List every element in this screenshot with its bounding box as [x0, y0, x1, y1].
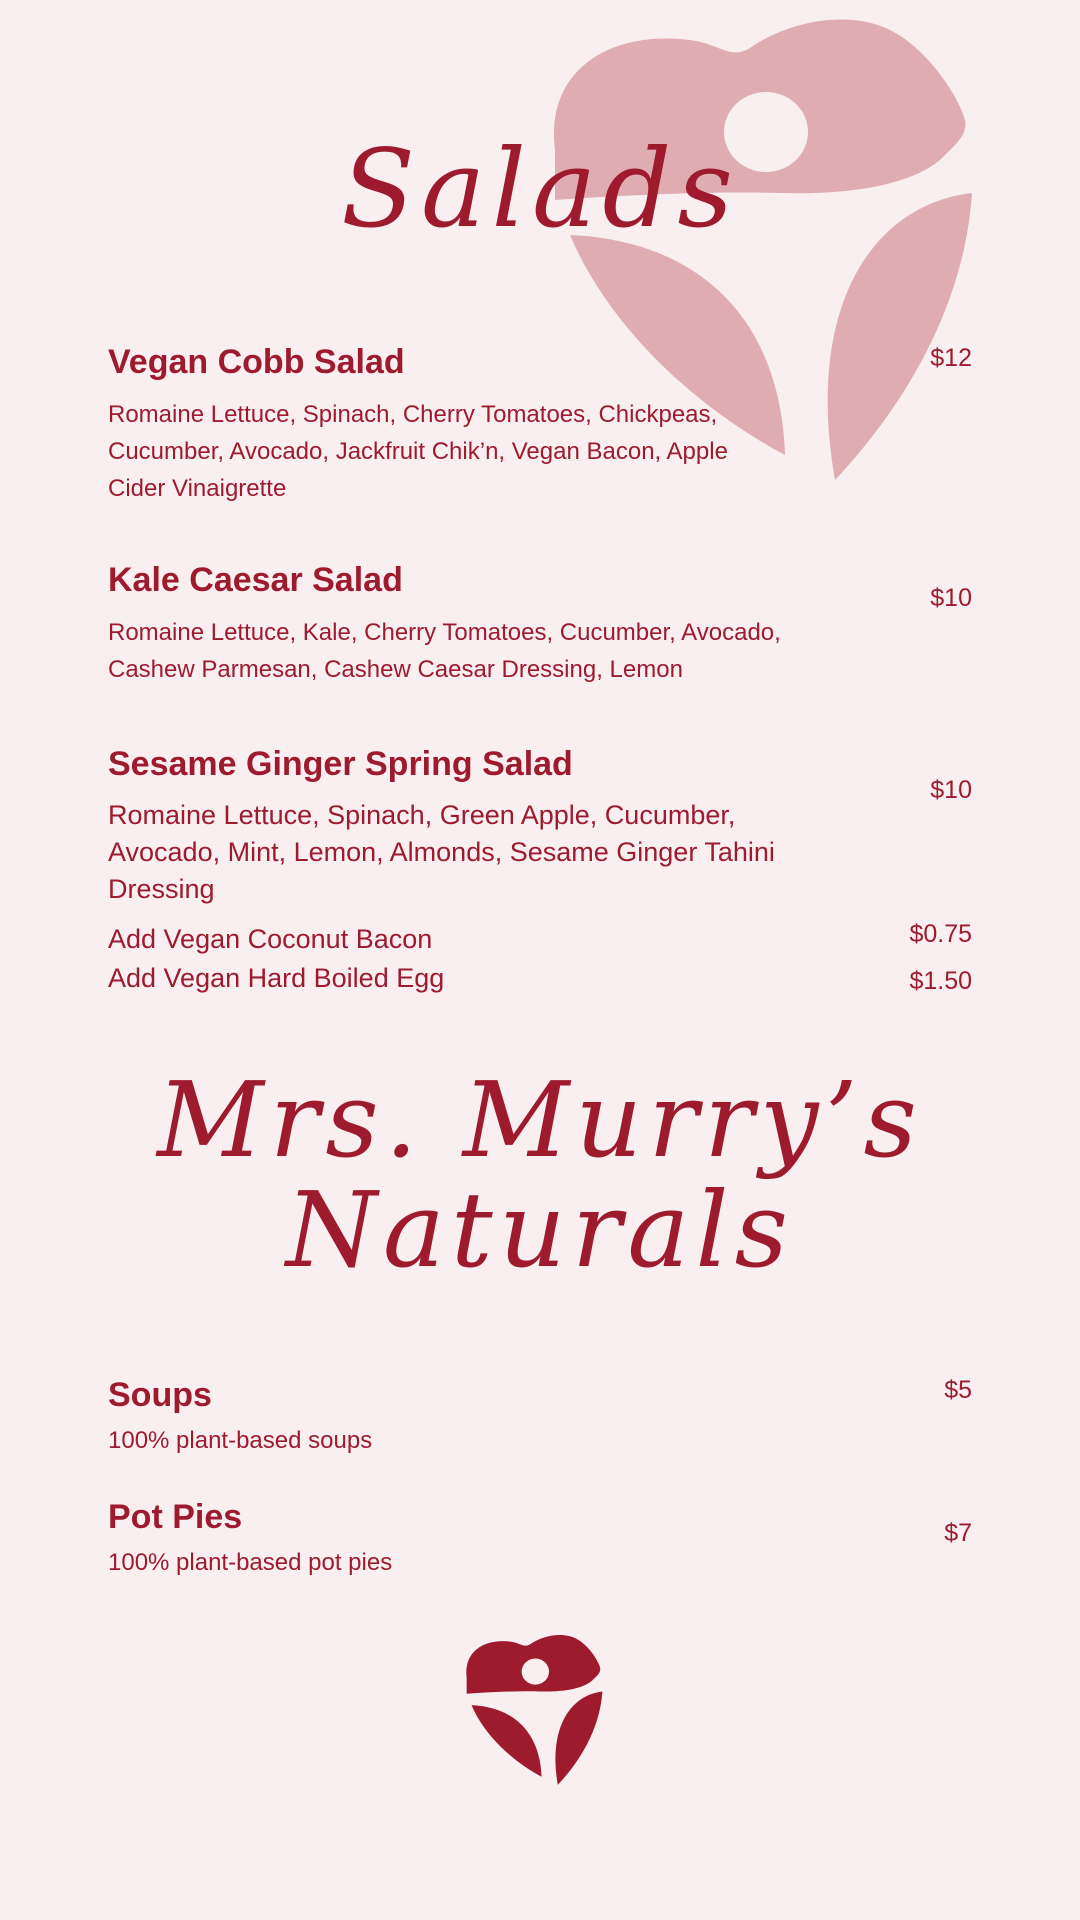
salad-price-kale-caesar: $10 — [930, 584, 972, 612]
salad-description-sesame-ginger: Romaine Lettuce, Spinach, Green Apple, Cucumber, Avocado, Mint, Lemon, Almonds, Sesame Ginger Tahini Dressing — [108, 800, 775, 904]
salad-description-vegan-cobb: Romaine Lettuce, Spinach, Cherry Tomatoes, Chickpeas, Cucumber, Avocado, Jackfruit Chik’n, Vegan Bacon, Apple Cider Vinaigrette — [108, 401, 728, 502]
salad-description-kale-caesar: Romaine Lettuce, Kale, Cherry Tomatoes, Cucumber, Avocado, Cashew Parmesan, Cashew Caesar Dressing, Lemon — [108, 619, 781, 683]
addon-price-coconut-bacon: $0.75 — [909, 920, 972, 948]
item-description-pot-pies: 100% plant-based pot pies — [108, 1549, 393, 1576]
addon-price-hard-boiled-egg: $1.50 — [909, 967, 972, 995]
salad-title-kale-caesar: Kale Caesar Salad — [108, 561, 403, 599]
addon-label-hard-boiled-egg: Add Vegan Hard Boiled Egg — [108, 963, 445, 993]
section-title: Salads — [341, 127, 739, 252]
item-description-soups: 100% plant-based soups — [108, 1427, 373, 1454]
item-title-soups: Soups — [108, 1376, 212, 1414]
brand-name-line-1: Mrs. Murry’s — [157, 1059, 923, 1181]
heart-leaf-logo-icon — [465, 1630, 605, 1790]
addon-label-coconut-bacon: Add Vegan Coconut Bacon — [108, 924, 433, 954]
brand-name-line-2: Naturals — [285, 1169, 795, 1291]
salad-price-vegan-cobb: $12 — [930, 344, 972, 372]
item-title-pot-pies: Pot Pies — [108, 1498, 243, 1536]
salad-title-vegan-cobb: Vegan Cobb Salad — [108, 343, 405, 381]
salad-price-sesame-ginger: $10 — [930, 776, 972, 804]
item-price-pot-pies: $7 — [944, 1519, 972, 1547]
salad-title-sesame-ginger: Sesame Ginger Spring Salad — [108, 745, 573, 783]
item-price-soups: $5 — [944, 1376, 972, 1404]
